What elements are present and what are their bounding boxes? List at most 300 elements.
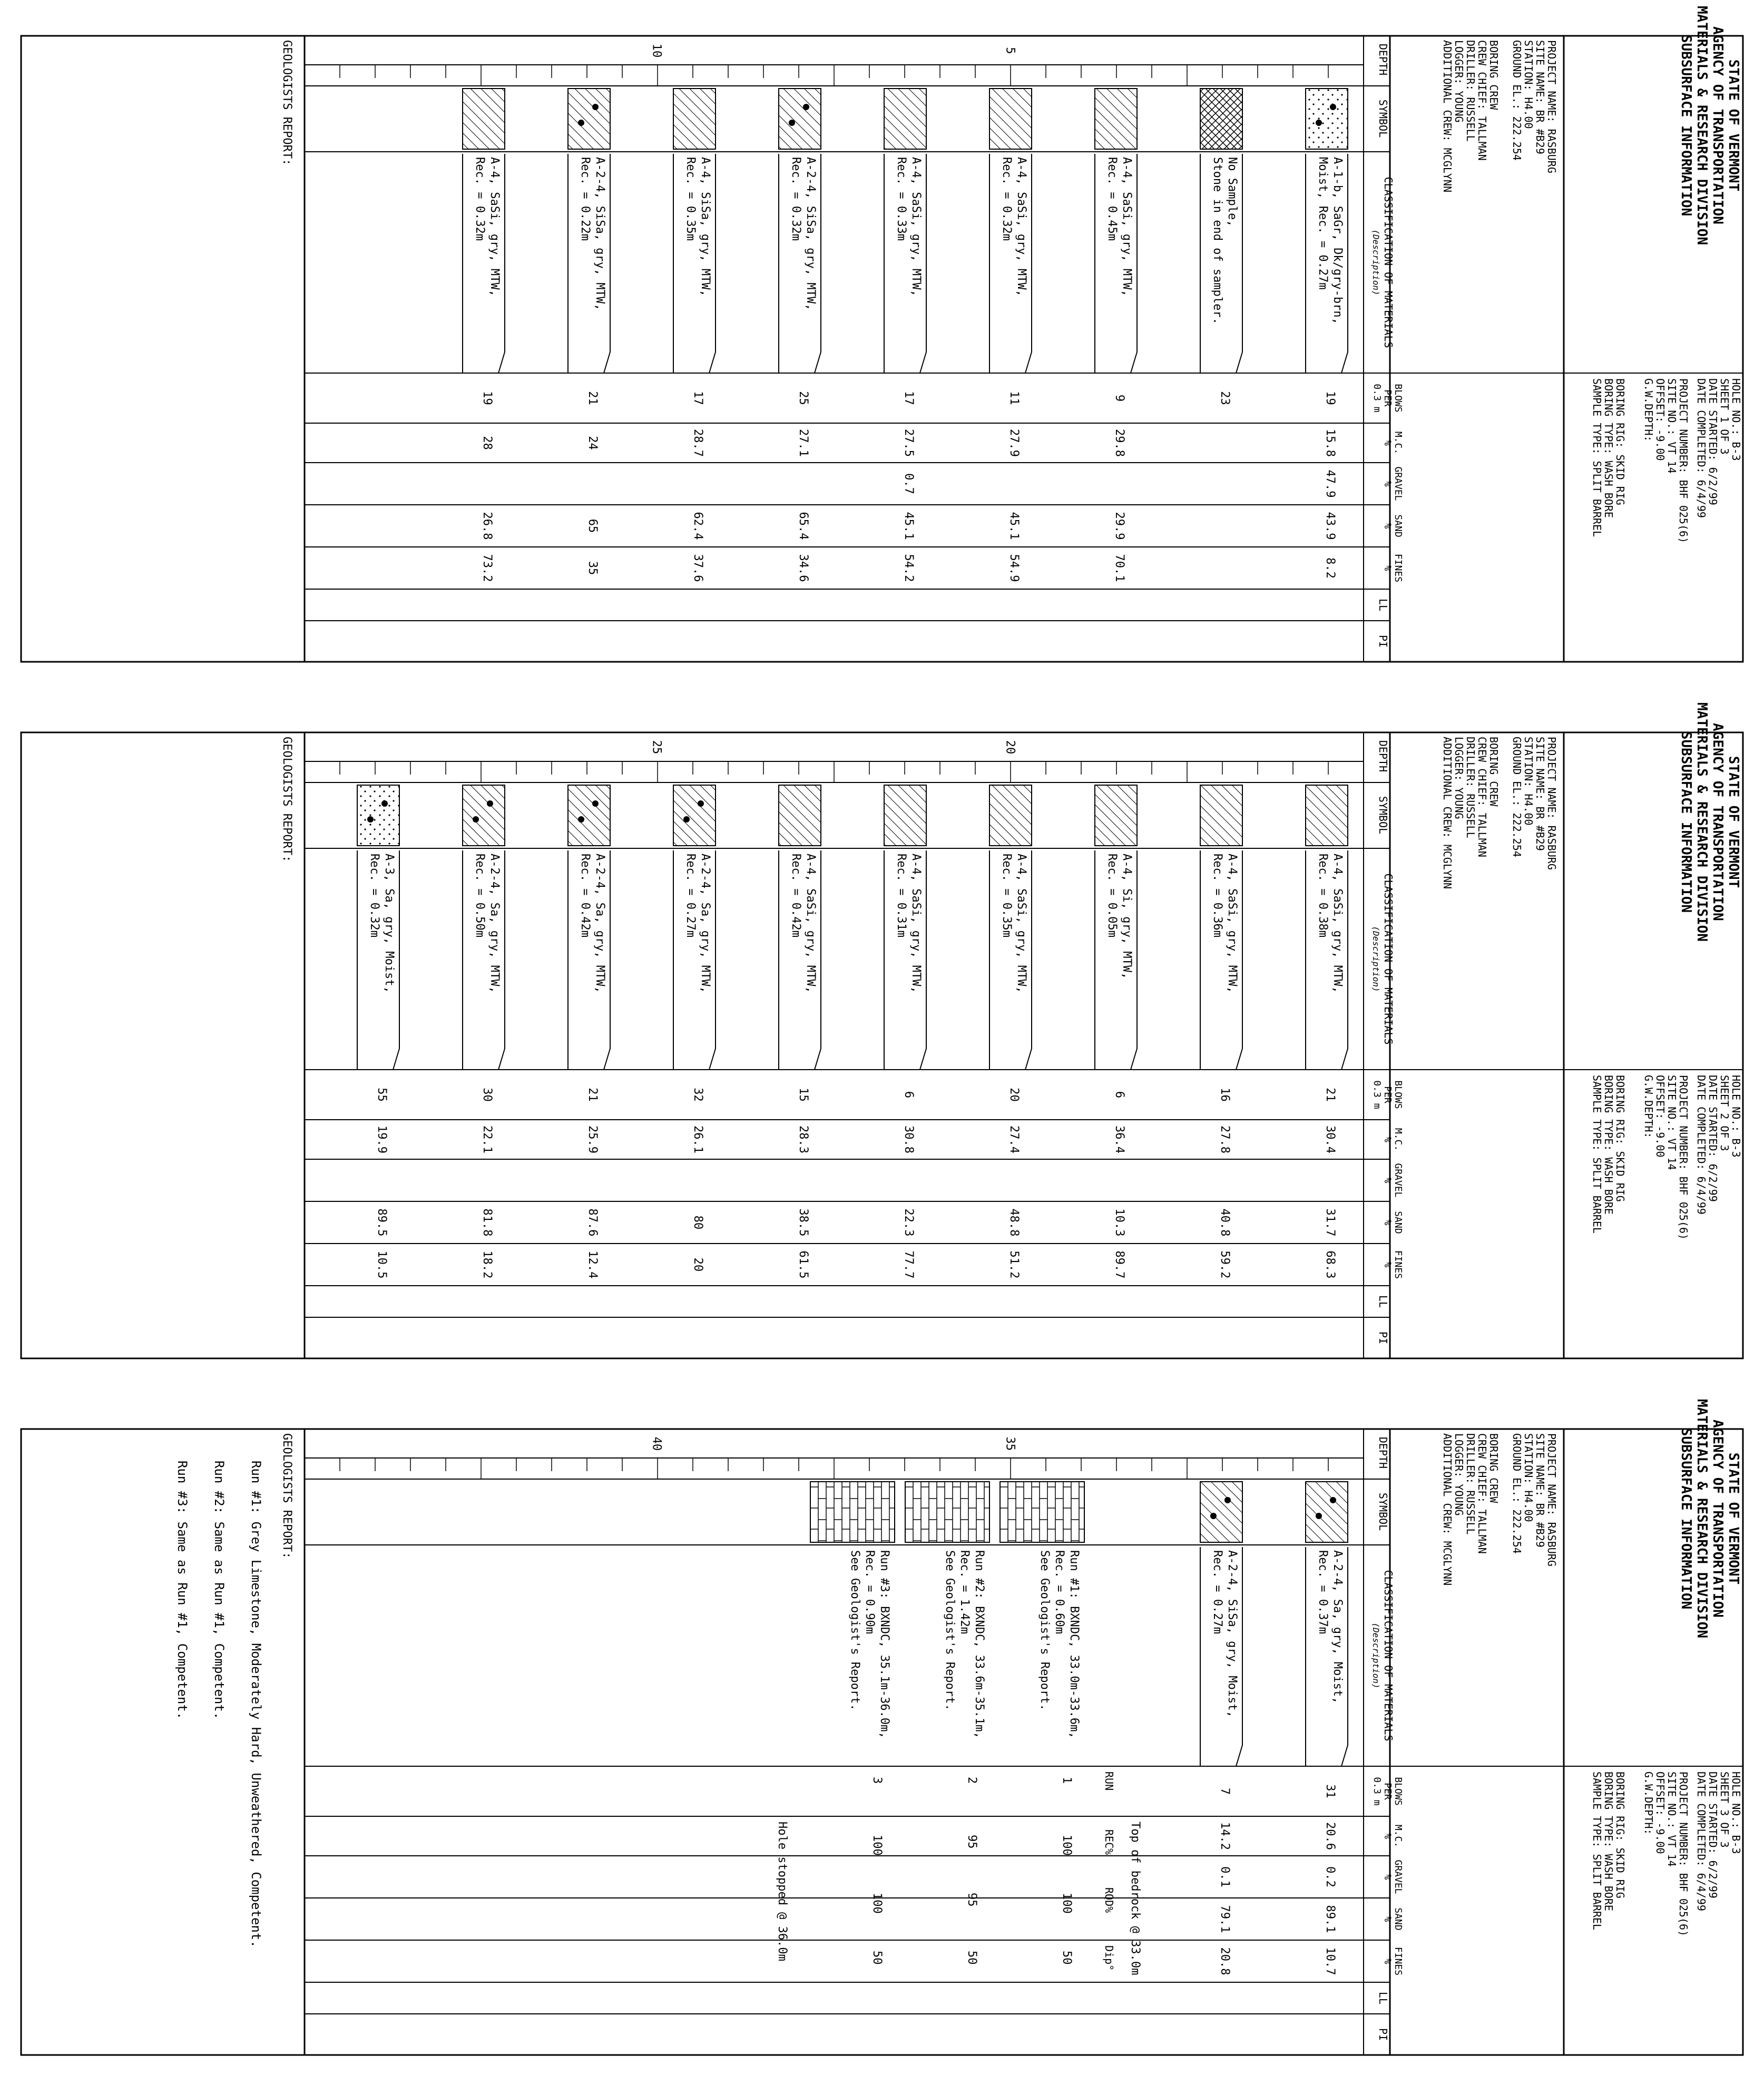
core-run-description: See Geologist's Report.	[1038, 1550, 1051, 1711]
fines-value: 89.7	[1113, 1250, 1126, 1279]
geologists-report-label: GEOLOGISTS REPORT:	[280, 1433, 293, 1559]
fines-value: 37.6	[691, 554, 704, 582]
core-run-description: See Geologist's Report.	[943, 1550, 956, 1711]
blows-header: PER	[1382, 1783, 1393, 1800]
sheet-title-line: STATE OF VERMONT	[1726, 1452, 1741, 1585]
sample-description: A-4, SaSi, gry, MTW,	[1120, 157, 1133, 297]
fines-value: 68.3	[1324, 1250, 1337, 1279]
project-number-line: PROJECT NUMBER: BHF 025(6)	[1677, 1075, 1690, 1240]
hole-info-line: SHEET 3 OF 3	[1718, 1771, 1731, 1848]
crew-info-line: DRILLER: RUSSELL	[1464, 40, 1477, 142]
geologists-report-line: Run #1: Grey Limestone, Moderately Hard, Unweathered, Competent.	[249, 1461, 263, 1948]
sample-description: Rec. = 0.45m	[1105, 157, 1119, 241]
crew-info-line: CREW CHIEF: TALLMAN	[1476, 40, 1488, 161]
fines-header: %	[1382, 565, 1393, 571]
sample-description: No Sample,	[1226, 157, 1239, 227]
fines-value: 10.7	[1324, 1947, 1337, 1975]
fines-value: 77.7	[902, 1250, 915, 1279]
soil-symbol-icon	[989, 785, 1032, 846]
hole-info-line: DATE COMPLETED: 6/4/99	[1695, 1075, 1708, 1215]
depth-header: DEPTH	[1377, 740, 1389, 772]
sand-value: 89.5	[375, 1208, 388, 1237]
sand-value: 81.8	[481, 1208, 494, 1237]
hole-info-line: SHEET 1 OF 3	[1718, 378, 1731, 455]
ll-header: LL	[1377, 1991, 1389, 2005]
project-info-line: STATION: H4.00	[1522, 737, 1535, 826]
sand-header: SAND	[1393, 1907, 1404, 1931]
project-number-line: OFFSET: -9.00	[1654, 1771, 1667, 1854]
soil-symbol-icon	[568, 785, 610, 846]
crew-info-line: BORING CREW	[1487, 40, 1500, 110]
crew-info-line: BORING CREW	[1487, 1433, 1500, 1503]
fines-header: FINES	[1393, 1946, 1404, 1976]
geologists-report-label: GEOLOGISTS REPORT:	[280, 737, 293, 863]
core-header: RQD%	[1103, 1887, 1115, 1913]
sand-header: %	[1382, 1916, 1393, 1922]
boring-log-sheet-3	[21, 1399, 1743, 2055]
mc-value: 15.8	[1324, 429, 1337, 457]
soil-symbol-icon	[884, 785, 926, 846]
core-rec-value: 100	[870, 1835, 884, 1856]
pi-header: PI	[1377, 634, 1389, 648]
sheet-title-line: STATE OF VERMONT	[1726, 756, 1741, 888]
rig-info-line: SAMPLE TYPE: SPLIT BARREL	[1591, 378, 1603, 537]
soil-symbol-icon	[779, 89, 821, 149]
rig-info-line: BORING RIG: SKID RIG	[1614, 1075, 1626, 1202]
core-run-description: Rec. = 1.42m	[958, 1550, 971, 1634]
sample-description: A-4, SaSi, gry, MTW,	[1015, 854, 1028, 993]
blows-value: 21	[586, 1088, 599, 1102]
geologists-report-line: Run #2: Same as Run #1, Competent.	[212, 1461, 227, 1720]
sample-description: Rec. = 0.38m	[1316, 854, 1329, 937]
blows-value: 55	[375, 1088, 388, 1102]
symbol-header: SYMBOL	[1377, 796, 1389, 835]
depth-label: 20	[1003, 740, 1017, 755]
boring-log-sheet-2	[21, 702, 1743, 1358]
project-number-line: PROJECT NUMBER: BHF 025(6)	[1677, 378, 1690, 544]
sample-description: Rec. = 0.32m	[368, 854, 381, 937]
sample-description: Rec. = 0.32m	[789, 157, 802, 241]
sheet-title-line: MATERIALS & RESEARCH DIVISION	[1694, 1399, 1710, 1638]
soil-symbol-icon	[1306, 89, 1348, 149]
depth-label: 25	[650, 740, 663, 755]
sand-header: %	[1382, 523, 1393, 529]
mc-value: 27.5	[902, 429, 915, 457]
mc-value: 20.6	[1324, 1822, 1337, 1850]
ll-header: LL	[1377, 1295, 1389, 1308]
blows-value: 11	[1007, 391, 1021, 405]
hole-info-line: DATE STARTED: 6/2/99	[1707, 1771, 1719, 1898]
depth-header: DEPTH	[1377, 43, 1389, 76]
blows-header: PER	[1382, 389, 1393, 407]
fines-value: 61.5	[797, 1250, 810, 1279]
geologists-report-line: Run #3: Same as Run #1, Competent.	[175, 1461, 190, 1720]
project-info-line: SITE NAME: BR #B29	[1534, 1433, 1546, 1548]
mc-value: 22.1	[481, 1125, 494, 1153]
mc-value: 14.2	[1218, 1822, 1231, 1850]
sand-value: 26.8	[481, 512, 494, 540]
blows-value: 6	[1113, 1091, 1126, 1099]
bedrock-symbol-icon	[1000, 1482, 1084, 1542]
fines-value: 18.2	[481, 1250, 494, 1279]
fines-value: 59.2	[1218, 1250, 1231, 1279]
sand-value: 79.1	[1218, 1905, 1231, 1933]
soil-symbol-icon	[357, 785, 399, 846]
sample-description: A-4, SiSa, gry, MTW,	[699, 157, 712, 297]
sand-value: 65.4	[797, 512, 810, 540]
blows-value: 20	[1007, 1088, 1021, 1102]
crew-info-line: DRILLER: RUSSELL	[1464, 737, 1477, 838]
project-info-line: STATION: H4.00	[1522, 1433, 1535, 1522]
sand-value: 45.1	[902, 512, 915, 540]
crew-info-line: CREW CHIEF: TALLMAN	[1476, 737, 1488, 857]
crew-info-line: ADDITIONAL CREW: MCGLYNN	[1441, 737, 1454, 889]
gravel-header: %	[1382, 481, 1393, 487]
hole-info-line: DATE STARTED: 6/2/99	[1707, 378, 1719, 505]
sample-description: Rec. = 0.35m	[1000, 854, 1013, 937]
core-run-description: Rec. = 0.60m	[1053, 1550, 1066, 1634]
hole-info-line: HOLE NO.: B-3	[1730, 1075, 1742, 1158]
sample-description: Rec. = 0.31m	[895, 854, 908, 937]
core-rqd-value: 100	[1060, 1893, 1073, 1914]
project-info-line: SITE NAME: BR #B29	[1534, 40, 1546, 154]
crew-info-line: BORING CREW	[1487, 737, 1500, 807]
fines-value: 20	[691, 1257, 704, 1272]
sand-value: 62.4	[691, 512, 704, 540]
sample-description: A-4, SaSi, gry, MTW,	[909, 854, 923, 993]
sheet-title-line: STATE OF VERMONT	[1726, 59, 1741, 192]
gravel-value: 0.7	[902, 473, 915, 494]
mc-value: 27.1	[797, 429, 810, 457]
core-dip-value: 50	[1060, 1951, 1073, 1965]
bedrock-symbol-icon	[810, 1482, 895, 1542]
blows-header: 0.3 m	[1371, 384, 1383, 413]
sheet-title-line: MATERIALS & RESEARCH DIVISION	[1694, 6, 1710, 245]
fines-value: 10.5	[375, 1250, 388, 1279]
core-run-value: 3	[870, 1777, 884, 1784]
crew-info-line: DRILLER: RUSSELL	[1464, 1433, 1477, 1535]
depth-header: DEPTH	[1377, 1436, 1389, 1469]
blows-value: 31	[1324, 1784, 1337, 1798]
project-info-line: SITE NAME: BR #B29	[1534, 737, 1546, 851]
soil-symbol-icon	[463, 785, 505, 846]
blows-value: 17	[691, 391, 704, 405]
blows-value: 7	[1218, 1787, 1231, 1795]
sand-header: SAND	[1393, 1211, 1404, 1234]
blows-value: 19	[481, 391, 494, 405]
sample-description: A-2-4, Sa, gry, MTW,	[488, 854, 501, 993]
soil-symbol-icon	[463, 89, 505, 149]
mc-value: 36.4	[1113, 1125, 1126, 1153]
mc-value: 28	[481, 436, 494, 450]
sand-header: SAND	[1393, 514, 1404, 537]
project-info-line: STATION: H4.00	[1522, 40, 1535, 129]
hole-stopped-note: Hole stopped @ 36.0m	[776, 1822, 789, 1961]
top-of-bedrock-note: Top of bedrock @ 33.0m	[1129, 1822, 1142, 1975]
sample-description: A-4, Si, gry, MTW,	[1120, 854, 1133, 980]
mc-header: M.C.	[1393, 1128, 1404, 1151]
sample-description: Rec. = 0.42m	[579, 854, 592, 937]
sample-description: A-4, SaSi, gry, MTW,	[804, 854, 817, 993]
pi-header: PI	[1377, 1331, 1389, 1345]
blows-value: 32	[691, 1088, 704, 1102]
project-info-line: GROUND EL.: 222.254	[1511, 1433, 1523, 1554]
rig-info-line: BORING TYPE: WASH BORE	[1602, 1771, 1615, 1911]
core-run-description: Run #2: BXNDC, 33.6m-35.1m,	[973, 1550, 986, 1739]
mc-value: 27.9	[1007, 429, 1021, 457]
sample-description: Rec. = 0.42m	[789, 854, 802, 937]
symbol-header: SYMBOL	[1377, 1492, 1389, 1531]
gravel-value: 0.1	[1218, 1866, 1231, 1887]
mc-header: %	[1382, 1833, 1393, 1839]
depth-label: 35	[1003, 1436, 1017, 1451]
sample-description: A-4, SaSi, gry, MTW,	[1226, 854, 1239, 993]
soil-symbol-icon	[1306, 1482, 1348, 1542]
crew-info-line: ADDITIONAL CREW: MCGLYNN	[1441, 40, 1454, 192]
sheet-title-line: AGENCY OF TRANSPORTATION	[1710, 723, 1726, 921]
boring-log-sheet-1	[21, 6, 1743, 662]
core-run-description: Run #3: BXNDC, 35.1m-36.0m,	[878, 1550, 891, 1739]
rig-info-line: SAMPLE TYPE: SPLIT BARREL	[1591, 1771, 1603, 1931]
project-number-line: G.W.DEPTH:	[1642, 1771, 1655, 1835]
soil-symbol-icon	[779, 785, 821, 846]
sample-description: Stone in end of sampler.	[1211, 157, 1224, 325]
sand-value: 43.9	[1324, 512, 1337, 540]
ll-header: LL	[1377, 598, 1389, 612]
soil-symbol-icon	[989, 89, 1032, 149]
fines-value: 12.4	[586, 1250, 599, 1279]
sample-description: A-4, SaSi, gry, MTW,	[1015, 157, 1028, 297]
blows-value: 16	[1218, 1088, 1231, 1102]
gravel-header: %	[1382, 1874, 1393, 1880]
project-info-line: PROJECT NAME: RASBURG	[1545, 40, 1558, 173]
fines-value: 34.6	[797, 554, 810, 582]
blows-value: 15	[797, 1088, 810, 1102]
soil-symbol-icon	[673, 785, 716, 846]
geologists-report-label: GEOLOGISTS REPORT:	[280, 40, 293, 166]
depth-label: 10	[650, 43, 663, 58]
sand-value: 48.8	[1007, 1208, 1021, 1237]
description-header: (Description)	[1371, 926, 1381, 992]
soil-symbol-icon	[673, 89, 716, 149]
sand-value: 80	[691, 1215, 704, 1230]
fines-value: 54.9	[1007, 554, 1021, 582]
mc-value: 25.9	[586, 1125, 599, 1153]
fines-value: 70.1	[1113, 554, 1126, 582]
project-info-line: GROUND EL.: 222.254	[1511, 40, 1523, 161]
gravel-value: 47.9	[1324, 469, 1337, 498]
mc-header: %	[1382, 1137, 1393, 1142]
crew-info-line: ADDITIONAL CREW: MCGLYNN	[1441, 1433, 1454, 1585]
sample-description: Rec. = 0.05m	[1105, 854, 1119, 937]
sample-description: A-2-4, SiSa, gry, Moist,	[1226, 1550, 1239, 1718]
sample-description: A-1-b, SaGr, Dk/gry-brn,	[1331, 157, 1344, 325]
sand-value: 65	[586, 518, 599, 533]
gravel-header: GRAVEL	[1393, 466, 1404, 501]
crew-info-line: CREW CHIEF: TALLMAN	[1476, 1433, 1488, 1554]
hole-info-line: DATE STARTED: 6/2/99	[1707, 1075, 1719, 1202]
soil-symbol-icon	[568, 89, 610, 149]
mc-value: 30.4	[1324, 1125, 1337, 1153]
rig-info-line: BORING TYPE: WASH BORE	[1602, 378, 1615, 518]
soil-symbol-icon	[1200, 1482, 1242, 1542]
blows-value: 19	[1324, 391, 1337, 405]
core-rqd-value: 100	[870, 1893, 884, 1914]
sheet-title-line: SUBSURFACE INFORMATION	[1678, 731, 1694, 913]
sand-value: 10.3	[1113, 1208, 1126, 1237]
fines-value: 35	[586, 561, 599, 575]
blows-value: 21	[1324, 1088, 1337, 1102]
project-number-line: SITE NO.: VT 14	[1665, 1075, 1678, 1170]
sample-description: Rec. = 0.36m	[1211, 854, 1224, 937]
pi-header: PI	[1377, 2028, 1389, 2041]
project-number-line: SITE NO.: VT 14	[1665, 378, 1678, 474]
soil-symbol-icon	[1095, 89, 1137, 149]
classification-header: CLASSIFICATION OF MATERIALS	[1382, 1570, 1395, 1741]
sheet-title-line: SUBSURFACE INFORMATION	[1678, 34, 1694, 217]
description-header: (Description)	[1371, 1622, 1381, 1689]
project-info-line: PROJECT NAME: RASBURG	[1545, 1433, 1558, 1567]
symbol-header: SYMBOL	[1377, 99, 1389, 138]
sample-description: A-2-4, Sa, gry, MTW,	[699, 854, 712, 993]
mc-header: %	[1382, 440, 1393, 446]
sample-description: A-4, SaSi, gry, MTW,	[1331, 854, 1344, 993]
sample-description: A-3, Sa, gry, Moist,	[383, 854, 396, 993]
core-run-value: 1	[1060, 1777, 1073, 1784]
crew-info-line: LOGGER: YOUNG	[1453, 1433, 1465, 1516]
project-number-line: G.W.DEPTH:	[1642, 378, 1655, 442]
core-rqd-value: 95	[965, 1893, 978, 1907]
blows-value: 6	[902, 1091, 915, 1099]
sample-description: Rec. = 0.32m	[1000, 157, 1013, 241]
blows-header: BLOWS	[1393, 1080, 1404, 1109]
classification-header: CLASSIFICATION OF MATERIALS	[1382, 873, 1395, 1045]
sample-description: A-4, SaSi, gry, MTW,	[909, 157, 923, 297]
hole-info-line: DATE COMPLETED: 6/4/99	[1695, 378, 1708, 518]
project-number-line: OFFSET: -9.00	[1654, 378, 1667, 461]
fines-value: 73.2	[481, 554, 494, 582]
blows-value: 17	[902, 391, 915, 405]
sample-description: Moist, Rec. = 0.27m	[1316, 157, 1329, 290]
sheet-title-line: MATERIALS & RESEARCH DIVISION	[1694, 702, 1710, 942]
gravel-header: GRAVEL	[1393, 1163, 1404, 1198]
description-header: (Description)	[1371, 229, 1381, 296]
blows-value: 21	[586, 391, 599, 405]
rig-info-line: BORING TYPE: WASH BORE	[1602, 1075, 1615, 1215]
sample-description: Rec. = 0.32m	[473, 157, 486, 241]
rig-info-line: BORING RIG: SKID RIG	[1614, 378, 1626, 505]
fines-value: 20.8	[1218, 1947, 1231, 1975]
mc-value: 27.4	[1007, 1125, 1021, 1153]
bedrock-symbol-icon	[905, 1482, 989, 1542]
sand-value: 31.7	[1324, 1208, 1337, 1237]
sheet-title-line: AGENCY OF TRANSPORTATION	[1710, 26, 1726, 224]
sand-value: 45.1	[1007, 512, 1021, 540]
gravel-value: 0.2	[1324, 1866, 1337, 1887]
blows-header: PER	[1382, 1086, 1393, 1103]
sample-description: Rec. = 0.50m	[473, 854, 486, 937]
mc-value: 28.3	[797, 1125, 810, 1153]
hole-info-line: DATE COMPLETED: 6/4/99	[1695, 1771, 1708, 1911]
sand-value: 22.3	[902, 1208, 915, 1237]
sample-description: Rec. = 0.27m	[1211, 1550, 1224, 1634]
sample-description: Rec. = 0.27m	[684, 854, 697, 937]
core-header: Dip°	[1103, 1945, 1115, 1971]
sand-value: 89.1	[1324, 1905, 1337, 1933]
project-number-line: G.W.DEPTH:	[1642, 1075, 1655, 1139]
core-rec-value: 100	[1060, 1835, 1073, 1856]
fines-header: FINES	[1393, 553, 1404, 583]
sheet-title-line: AGENCY OF TRANSPORTATION	[1710, 1420, 1726, 1618]
mc-value: 30.8	[902, 1125, 915, 1153]
crew-info-line: LOGGER: YOUNG	[1453, 737, 1465, 819]
fines-header: %	[1382, 1261, 1393, 1268]
sample-description: A-2-4, SiSa, gry, MTW,	[593, 157, 606, 311]
core-header: RUN	[1103, 1771, 1115, 1791]
blows-header: BLOWS	[1393, 1777, 1404, 1806]
project-info-line: PROJECT NAME: RASBURG	[1545, 737, 1558, 870]
crew-info-line: LOGGER: YOUNG	[1453, 40, 1465, 123]
mc-value: 24	[586, 436, 599, 450]
blows-header: BLOWS	[1393, 384, 1404, 413]
sand-value: 38.5	[797, 1208, 810, 1237]
sample-description: Rec. = 0.33m	[895, 157, 908, 241]
project-number-line: PROJECT NUMBER: BHF 025(6)	[1677, 1771, 1690, 1937]
core-run-description: See Geologist's Report.	[848, 1550, 861, 1711]
mc-value: 28.7	[691, 429, 704, 457]
core-dip-value: 50	[965, 1951, 978, 1965]
sand-value: 87.6	[586, 1208, 599, 1237]
soil-symbol-icon	[1095, 785, 1137, 846]
fines-value: 54.2	[902, 554, 915, 582]
rig-info-line: BORING RIG: SKID RIG	[1614, 1771, 1626, 1898]
sheet-title-line: SUBSURFACE INFORMATION	[1678, 1427, 1694, 1610]
blows-value: 25	[797, 391, 810, 405]
mc-header: M.C.	[1393, 1824, 1404, 1848]
mc-value: 27.8	[1218, 1125, 1231, 1153]
blows-header: 0.3 m	[1371, 1777, 1383, 1806]
mc-header: M.C.	[1393, 431, 1404, 455]
gravel-header: GRAVEL	[1393, 1859, 1404, 1894]
sand-header: %	[1382, 1219, 1393, 1226]
fines-value: 8.2	[1324, 557, 1337, 579]
fines-value: 51.2	[1007, 1250, 1021, 1279]
hole-info-line: HOLE NO.: B-3	[1730, 1771, 1742, 1854]
blows-header: 0.3 m	[1371, 1080, 1383, 1109]
soil-symbol-icon	[884, 89, 926, 149]
project-number-line: SITE NO.: VT 14	[1665, 1771, 1678, 1867]
classification-header: CLASSIFICATION OF MATERIALS	[1382, 177, 1395, 348]
mc-value: 29.8	[1113, 429, 1126, 457]
core-run-value: 2	[965, 1777, 978, 1784]
depth-label: 40	[650, 1436, 663, 1451]
soil-symbol-icon	[1200, 89, 1242, 149]
project-info-line: GROUND EL.: 222.254	[1511, 737, 1523, 857]
hole-info-line: HOLE NO.: B-3	[1730, 378, 1742, 461]
core-run-description: Run #1: BXNDC, 33.0m-33.6m,	[1067, 1550, 1081, 1739]
blows-value: 30	[481, 1088, 494, 1102]
core-dip-value: 50	[870, 1951, 884, 1965]
soil-symbol-icon	[1200, 785, 1242, 846]
gravel-header: %	[1382, 1177, 1393, 1183]
sample-description: A-4, SaSi, gry, MTW,	[488, 157, 501, 297]
fines-header: FINES	[1393, 1250, 1404, 1279]
rig-info-line: SAMPLE TYPE: SPLIT BARREL	[1591, 1075, 1603, 1234]
blows-value: 9	[1113, 394, 1126, 402]
soil-symbol-icon	[1306, 785, 1348, 846]
sand-value: 29.9	[1113, 512, 1126, 540]
depth-label: 5	[1003, 47, 1017, 54]
